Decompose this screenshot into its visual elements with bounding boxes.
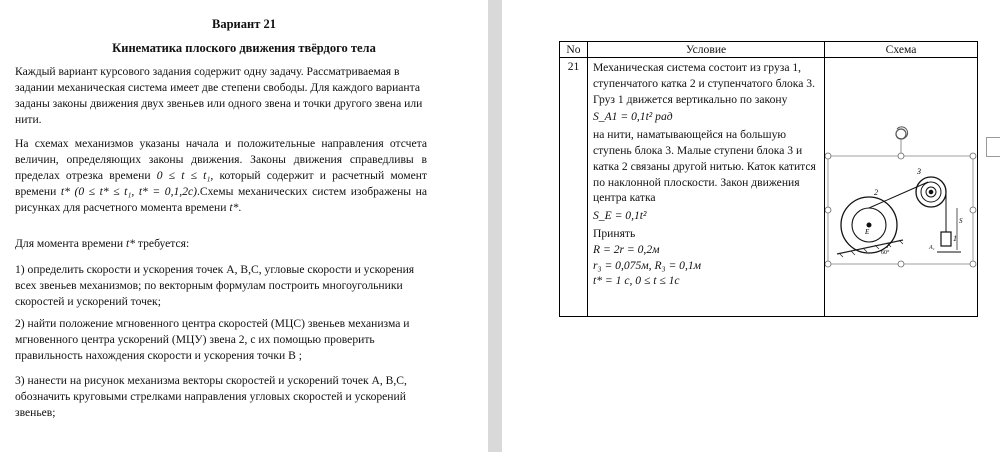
t-star-formula-2: t* (125, 237, 136, 250)
task-table (559, 41, 978, 317)
label-2: 2 (874, 188, 878, 197)
scheme-cell (825, 58, 978, 317)
t-star-formula: t* (229, 201, 239, 214)
schemes-paragraph (15, 136, 427, 216)
time-range-formula: 0 ≤ t ≤ t₁ (156, 169, 211, 182)
para2-text-b: , который содержит и расчетный момент времени (15, 169, 428, 198)
header-scheme: Схема (825, 42, 978, 58)
formula-s-e: S_E = 0,1t² (593, 209, 647, 223)
label-a1: A₁ (929, 245, 935, 251)
header-no: No (560, 42, 588, 58)
condition-cell (588, 58, 825, 317)
condition-text-1: Механическая система состоит из груза 1, ступенчатого катка 2 и ступенчатого блока 3. Груз 1 движется вертикально по закону (593, 61, 815, 106)
label-3: 3 (917, 167, 921, 176)
header-condition: Условие (588, 42, 825, 58)
label-s: S (959, 217, 963, 225)
para2-text-d: . (238, 201, 242, 214)
table-row (560, 58, 978, 317)
layout-options-icon[interactable] (986, 137, 1000, 157)
row-number: 21 (560, 58, 588, 317)
table-header-row (560, 42, 978, 58)
label-angle: 60° (881, 250, 890, 256)
accept-label: Принять (593, 226, 636, 240)
roller-2 (841, 197, 897, 253)
load-1 (941, 232, 951, 246)
requirement-item-3: 3) нанести на рисунок механизма векторы скоростей и ускорений точек А, В,С, обозначить круговыми стрелками направления угловых скоростей и ускорений звеньев; (15, 374, 407, 419)
left-page (0, 0, 488, 452)
formula-s-a1: S_A1 = 0,1t² рад (593, 110, 673, 124)
label-e: E (865, 228, 870, 236)
condition-text-2: на нити, наматывающейся на большую ступень блока 3. Малые ступени блока 3 и катка 2 связаны другой нитью. Каток катится по наклонной плоскости. Закон движения центра катка (593, 128, 816, 205)
resize-handles[interactable] (825, 153, 976, 267)
requirement-item-2: 2) найти положение мгновенного центра скоростей (МЦС) звеньев механизма и мгновенного центра ускорений (МЦУ) звена 2, с их помощью проверить правильность нахождения скорости и ускорения точки В ; (15, 317, 410, 362)
label-1: 1 (953, 234, 957, 243)
formula-radius: R = 2r = 0,2м (593, 242, 660, 256)
page-gutter (488, 0, 502, 452)
calc-time-formula: t* (0 ≤ t* ≤ t₁, t* = 0,1,2c) (60, 185, 197, 198)
requirement-item-1: 1) определить скорости и ускорения точек А, В,С, угловые скорости и ускорения всех звеньев механизмов; по векторным формулам построить многоугольники скоростей и ускорений точек; (15, 263, 415, 308)
formula-time: t* = 1 c, 0 ≤ t ≤ 1c (593, 274, 680, 288)
para2-text-c: .Схемы механических систем изображены на рисунках для расчетного момента времени (15, 185, 427, 214)
selection-frame (828, 156, 973, 264)
variant-title: Вариант 21 (212, 17, 276, 31)
para3-text-a: Для момента времени (15, 237, 126, 250)
rotate-handle-icon[interactable] (896, 127, 908, 156)
para2-text-a: На схемах механизмов указаны начала и положительные направления отсчета величин, определяющих законы движения. Законы движения справедливы в пределах отрезка времени (15, 137, 427, 182)
para3-text-b: требуется: (135, 237, 190, 250)
intro-paragraph: Каждый вариант курсового задания содержит одну задачу. Рассматриваемая в задании механическая система имеет две степени свободы. Для каждого варианта заданы законы движения двух звеньев или одного звена и точки другого звена или нити. (15, 65, 423, 126)
formula-block-radii: r₃ = 0,075м, R₃ = 0,1м (593, 258, 702, 272)
section-title: Кинематика плоского движения твёрдого тела (112, 41, 376, 55)
requirements-lead (15, 236, 427, 252)
block-3 (916, 177, 946, 207)
mechanism-diagram[interactable] (825, 58, 977, 316)
